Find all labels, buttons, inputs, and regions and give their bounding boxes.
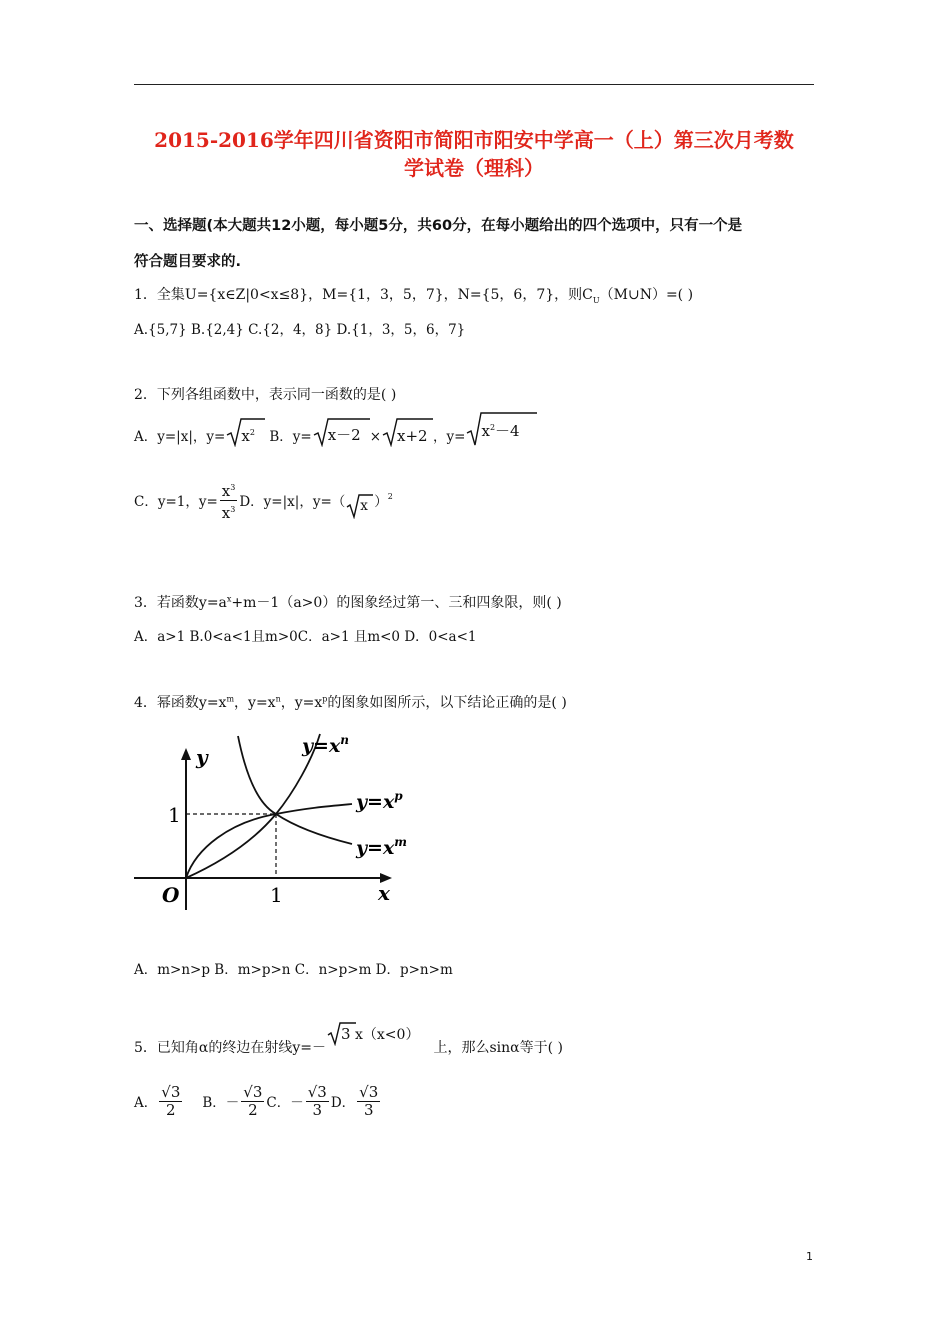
q5-optC-denominator: 3 — [312, 1100, 323, 1119]
y-axis-label: y — [196, 745, 208, 769]
question-2-stem: 2．下列各组函数中，表示同一函数的是( ) — [134, 387, 397, 403]
q1-stem-part-a: 1．全集U={x∈Z|0<x≤8}，M={1，3，5，7}，N={5，6，7}，则C — [134, 287, 593, 303]
question-4-stem — [134, 692, 567, 712]
q2-optD-sup: 2 — [387, 491, 393, 501]
label-curve-p: $y=x^p$ — [356, 789, 403, 813]
page-title-line1: 2015-2016学年四川省资阳市简阳市阳安中学高一（上）第三次月考数 — [154, 128, 794, 152]
q2-optB-times: × — [369, 429, 382, 445]
q4-stem-d: 的图象如图所示，以下结论正确的是( ) — [327, 695, 567, 711]
q5-radicand: 3 — [341, 1025, 351, 1043]
q5-optB-numerator: √3 — [243, 1082, 263, 1101]
q2-optB-radicand-3: $x^2-4$ — [481, 422, 520, 440]
q5-optB-label: B．－ — [202, 1095, 240, 1111]
question-5-stem — [134, 1018, 563, 1058]
page-number: 1 — [806, 1250, 813, 1263]
question-4-options: A．m>n>p B．m>p>n C．n>p>m D．p>n>m — [134, 962, 453, 978]
q4-sup-n: n — [275, 694, 281, 704]
curve-x-p — [186, 804, 352, 878]
q5-optA-fraction — [159, 1084, 182, 1119]
page-title-line2: 学试卷（理科） — [404, 156, 544, 180]
q4-stem-b: ，y=x — [234, 695, 276, 711]
q5-optD-fraction — [357, 1084, 380, 1119]
q4-stem-a: 4．幂函数y=x — [134, 695, 227, 711]
question-1-options: A.{5,7} B.{2,4} C.{2，4，8} D.{1，3，5，6，7} — [134, 322, 466, 338]
q3-stem-sup: x — [226, 594, 232, 604]
question-2-options-ab — [134, 413, 537, 447]
origin-label: O — [162, 883, 180, 907]
q5-optC-numerator: √3 — [307, 1082, 327, 1101]
q5-optD-numerator: √3 — [359, 1082, 379, 1101]
q2-optB-radicand-1: x－2 — [327, 426, 361, 444]
q2-optD: D．y=|x|，y=（ — [239, 494, 346, 510]
q2-optA-radicand: $x^2$ — [241, 427, 255, 445]
x-tick-1: 1 — [270, 883, 283, 907]
q5-optA-label: A． — [134, 1095, 158, 1111]
question-2-options-cd — [134, 472, 393, 528]
q2-optC-numerator: $x^3$ — [220, 479, 238, 501]
q1-stem-part-b: （M∪N）=( ) — [599, 287, 694, 303]
q2-optC-fraction — [220, 479, 238, 522]
q3-stem-part-a: 3．若函数y=a — [134, 595, 227, 611]
q3-stem-part-b: +m－1（a>0）的图象经过第一、三和四象限，则( ) — [231, 595, 562, 611]
q5-optA-numerator: √3 — [161, 1082, 181, 1101]
q2-optB-prefix: B．y= — [269, 429, 312, 445]
q2-optC-prefix: C．y=1，y= — [134, 494, 218, 510]
q2-optB-mid: ，y= — [433, 429, 466, 445]
label-curve-m: $y=x^m$ — [356, 835, 407, 859]
section-heading-line2: 符合题目要求的. — [134, 254, 242, 270]
q5-stem-x: x（x<0） — [355, 1027, 420, 1043]
q5-optA-denominator: 2 — [166, 1100, 176, 1119]
q5-optD-denominator: 3 — [363, 1100, 374, 1119]
q5-stem-a: 5．已知角α的终边在射线y=－ — [134, 1040, 327, 1056]
power-function-graph — [134, 730, 424, 914]
q5-optB-denominator: 2 — [248, 1100, 258, 1119]
question-5-options — [134, 1076, 382, 1126]
y-tick-1: 1 — [168, 803, 181, 827]
question-3-stem — [134, 592, 562, 612]
q2-optB-radicand-2: x+2 — [397, 427, 428, 445]
q2-optC-denominator: $x^3$ — [221, 503, 236, 522]
question-1-stem — [134, 284, 693, 305]
question-3-options: A．a>1 B.0<a<1且m>0C．a>1 且m<0 D．0<a<1 — [134, 629, 477, 645]
header-rule — [134, 84, 814, 85]
q5-optB-fraction — [241, 1084, 264, 1119]
q2-optA-prefix: A．y=|x|，y= — [134, 429, 226, 445]
q1-stem-sub: U — [592, 295, 600, 305]
q4-stem-c: ，y=x — [280, 695, 323, 711]
q4-sup-m: m — [226, 694, 235, 704]
x-axis-label: x — [378, 881, 390, 905]
q2-optD-tail: ） — [374, 494, 388, 510]
q5-stem-b: 上，那么sinα等于( ) — [433, 1040, 563, 1056]
y-axis-arrow-icon — [181, 748, 191, 760]
q5-optC-label: C．－ — [266, 1095, 304, 1111]
q5-optC-fraction — [306, 1084, 329, 1119]
section-heading-line1: 一、选择题(本大题共12小题，每小题5分，共60分，在每小题给出的四个选项中，只有一个是 — [134, 218, 743, 234]
q4-sup-p: p — [322, 694, 328, 704]
q5-optD-label: D． — [330, 1095, 356, 1111]
q2-optD-radicand: x — [360, 498, 368, 514]
label-curve-n: $y=x^n$ — [302, 733, 350, 757]
